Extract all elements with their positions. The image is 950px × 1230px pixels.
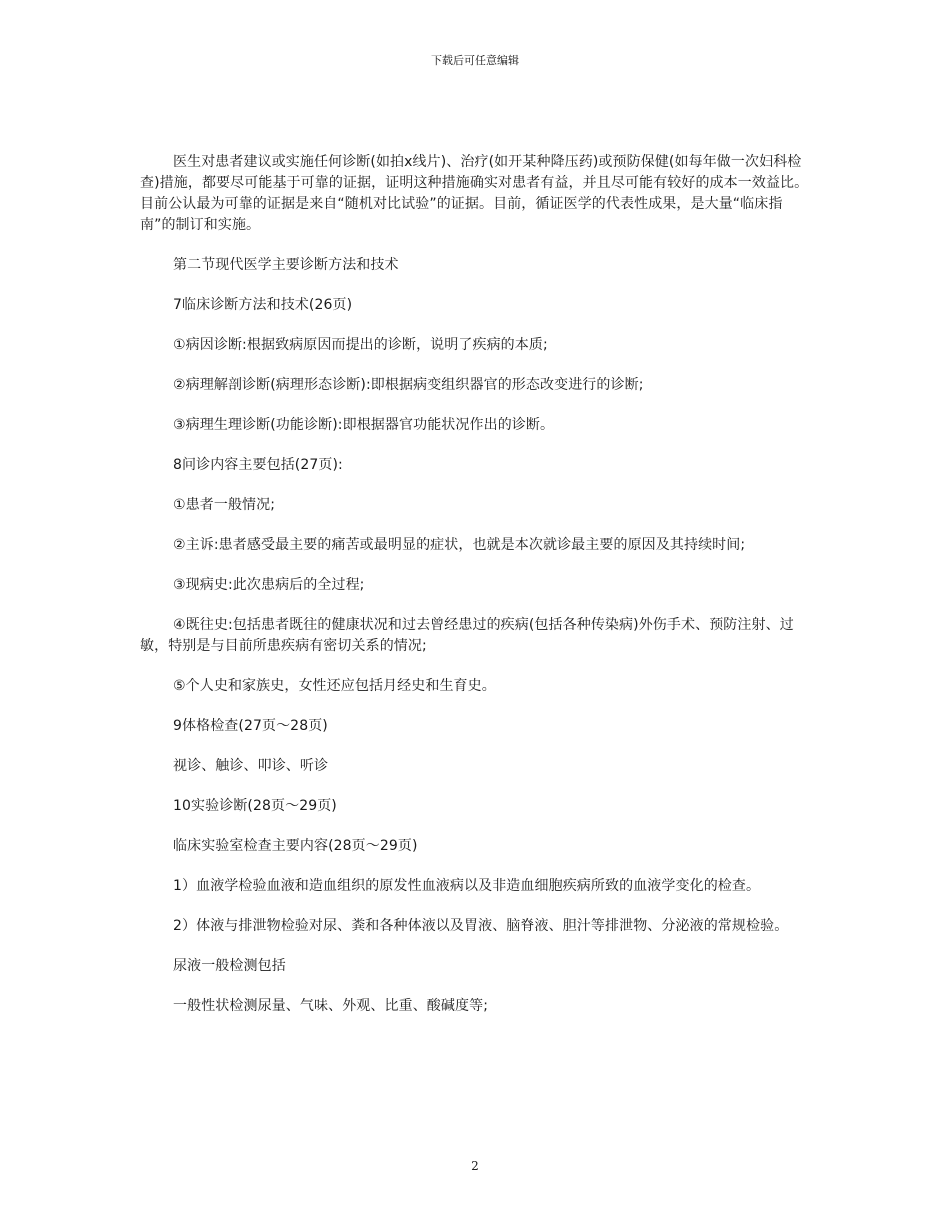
item-hematology-test: 1）血液学检验血液和造血组织的原发性血液病以及非造血细胞疾病所致的血液学变化的检查。 [173,878,761,894]
item-urine-general-properties: 一般性状检测尿量、气味、外观、比重、酸碱度等; [173,998,489,1014]
page-number: 2 [471,1159,479,1173]
page-header: 下载后可任意编辑 [431,54,519,67]
item-exam-methods: 视诊、触诊、叩诊、听诊 [173,758,329,774]
document-body [140,152,810,1036]
paragraph-evidence-based-medicine: 医生对患者建议或实施任何诊断(如拍x线片)、治疗(如开某种降压药)或预防保健(如每年做一次妇科检查)措施，都要尽可能基于可靠的证据，证明这种措施确实对患者有益，并且尽可能有较好的成本一效益比。目前公认最为可靠的证据是来自“随机对比试验”的证据。目前，循证医学的代表性成果，是大量“临床指南”的制订和实施。 [140,154,809,233]
item-7-clinical-diagnosis: 7临床诊断方法和技术(26页) [173,297,353,313]
section-heading-diagnosis-methods: 第二节现代医学主要诊断方法和技术 [173,257,399,273]
item-personal-family-history: ⑤个人史和家族史，女性还应包括月经史和生育史。 [173,678,496,694]
item-pathophysiological-diagnosis: ③病理生理诊断(功能诊断):即根据器官功能状况作出的诊断。 [173,417,555,433]
item-urine-test-heading: 尿液一般检测包括 [173,958,286,974]
item-body-fluid-test: 2）体液与排泄物检验对尿、粪和各种体液以及胃液、脑脊液、胆汁等排泄物、分泌液的常规检验。 [173,918,789,934]
item-pathological-anatomy-diagnosis: ②病理解剖诊断(病理形态诊断):即根据病变组织器官的形态改变进行的诊断; [173,377,644,393]
item-10-lab-diagnosis: 10实验诊断(28页～29页) [173,798,337,814]
item-chief-complaint: ②主诉:患者感受最主要的痛苦或最明显的症状，也就是本次就诊最主要的原因及其持续时间; [173,537,746,553]
item-8-inquiry-content: 8问诊内容主要包括(27页): [173,457,343,473]
item-general-condition: ①患者一般情况; [173,497,276,513]
item-9-physical-exam: 9体格检查(27页～28页) [173,718,328,734]
item-past-history: ④既往史:包括患者既往的健康状况和过去曾经患过的疾病(包括各种传染病)外伤手术、预防注射、过敏，特别是与目前所患疾病有密切关系的情况; [140,617,794,654]
item-present-illness: ③现病史:此次患病后的全过程; [173,577,365,593]
item-etiological-diagnosis: ①病因诊断:根据致病原因而提出的诊断，说明了疾病的本质; [173,337,548,353]
item-lab-exam-content: 临床实验室检查主要内容(28页～29页) [173,838,418,854]
